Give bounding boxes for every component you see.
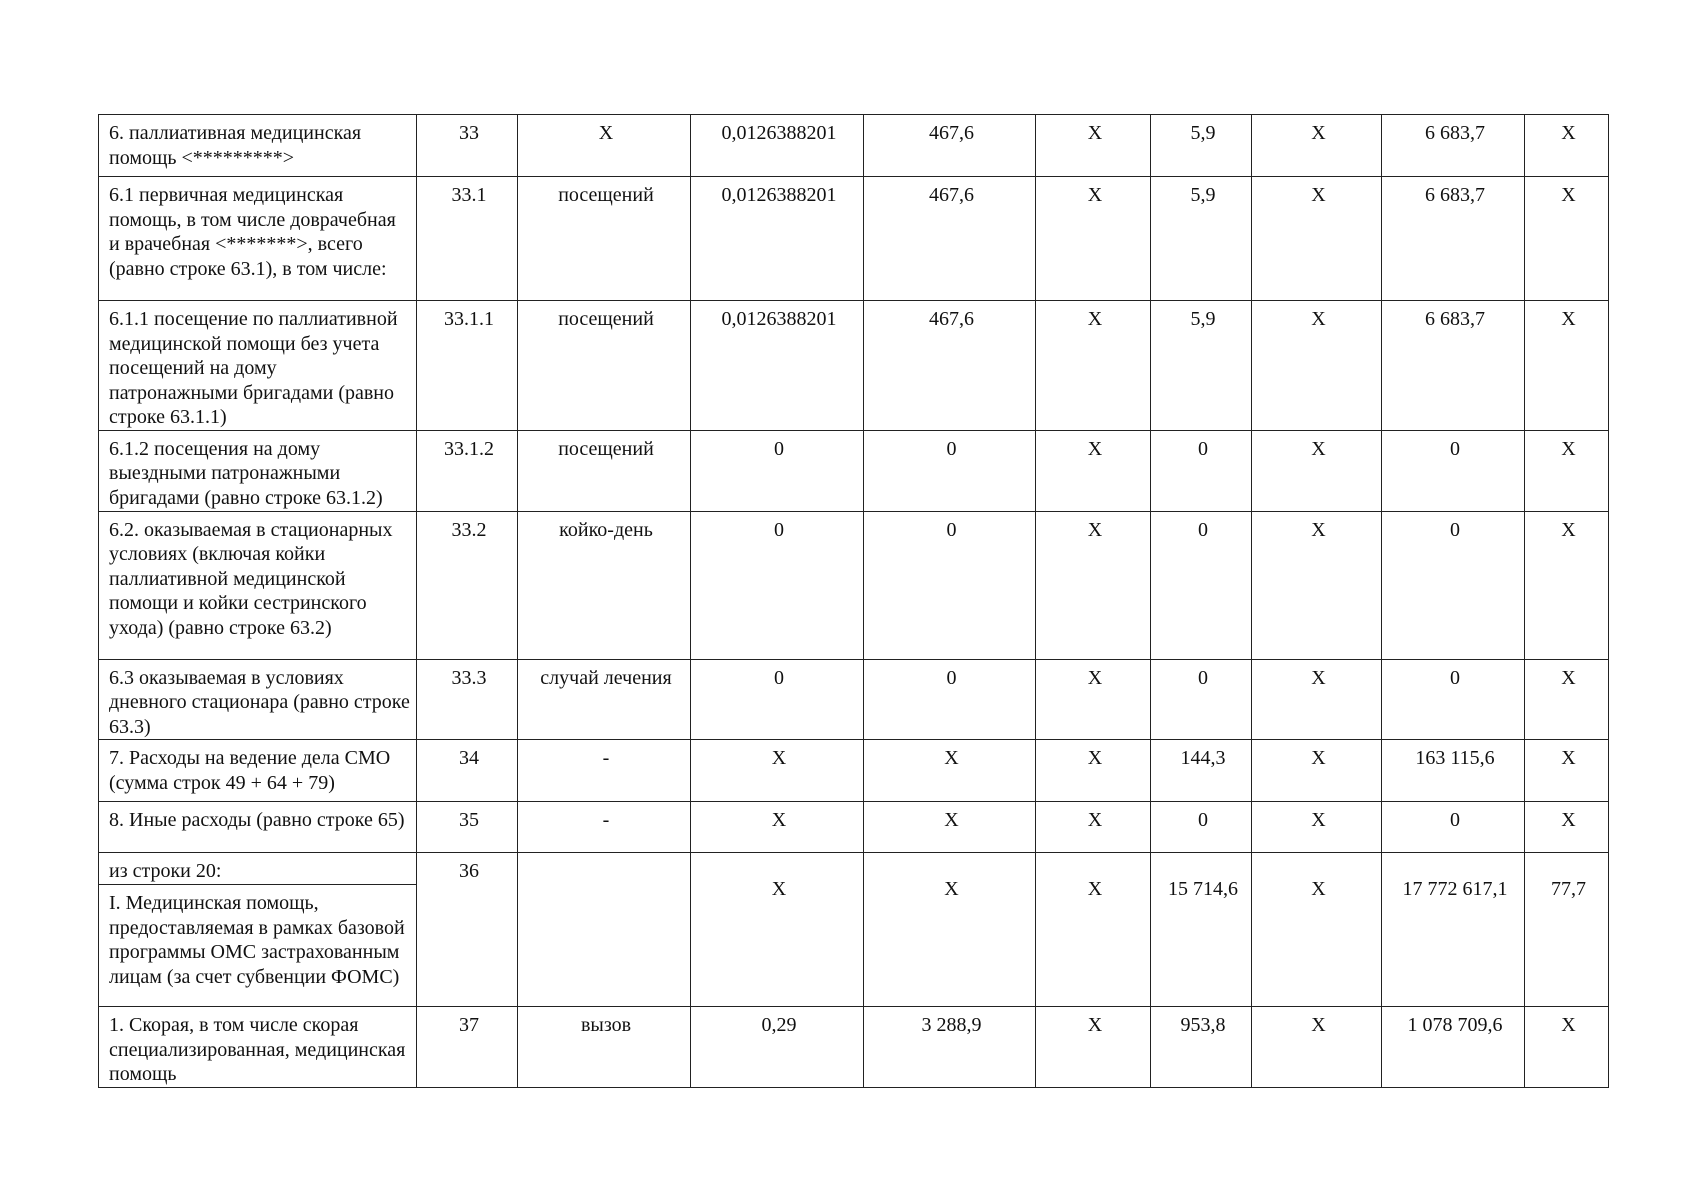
row-code: 33.1.1 bbox=[417, 301, 518, 431]
row-col4: 0,29 bbox=[691, 1007, 864, 1088]
row-col6: Х bbox=[1036, 177, 1151, 301]
table-row bbox=[99, 511, 1609, 659]
row-col10: Х bbox=[1525, 659, 1609, 740]
row-col5: Х bbox=[864, 740, 1036, 802]
row-col5: 467,6 bbox=[864, 177, 1036, 301]
row-name: 6.1 первичная медицинская помощь, в том числе доврачебная и врачебная <*******>, всего (равно строке 63.1), в том числе: bbox=[99, 177, 417, 301]
row-col7: 5,9 bbox=[1151, 177, 1252, 301]
row-col6: Х bbox=[1036, 511, 1151, 659]
table-row bbox=[99, 1007, 1609, 1088]
row-col10: Х bbox=[1525, 1007, 1609, 1088]
row-code: 35 bbox=[417, 802, 518, 853]
row-col8: Х bbox=[1252, 511, 1382, 659]
row-col7: 953,8 bbox=[1151, 1007, 1252, 1088]
row-col6: Х bbox=[1036, 430, 1151, 511]
row-col8: Х bbox=[1252, 740, 1382, 802]
row-col7: 144,3 bbox=[1151, 740, 1252, 802]
row-code: 33.3 bbox=[417, 659, 518, 740]
row-name: 8. Иные расходы (равно строке 65) bbox=[99, 802, 417, 853]
row-col5: 0 bbox=[864, 511, 1036, 659]
row-col6: Х bbox=[1036, 659, 1151, 740]
row-unit: койко-день bbox=[518, 511, 691, 659]
row-col9: 0 bbox=[1382, 802, 1525, 853]
row-col9: 163 115,6 bbox=[1382, 740, 1525, 802]
row-col10: 77,7 bbox=[1525, 853, 1609, 1007]
row-col8: Х bbox=[1252, 853, 1382, 1007]
row-col10: Х bbox=[1525, 802, 1609, 853]
row-col8: Х bbox=[1252, 115, 1382, 177]
row-col5: 0 bbox=[864, 430, 1036, 511]
row-col4: 0 bbox=[691, 511, 864, 659]
row-col9: 6 683,7 bbox=[1382, 301, 1525, 431]
table-row bbox=[99, 659, 1609, 740]
row-col10: Х bbox=[1525, 511, 1609, 659]
row-code: 33.1 bbox=[417, 177, 518, 301]
row-code: 34 bbox=[417, 740, 518, 802]
row-col6: Х bbox=[1036, 1007, 1151, 1088]
row-col8: Х bbox=[1252, 659, 1382, 740]
row-unit: - bbox=[518, 740, 691, 802]
row-col4: Х bbox=[691, 853, 864, 1007]
row-col8: Х bbox=[1252, 430, 1382, 511]
row-name: 7. Расходы на ведение дела СМО (сумма строк 49 + 64 + 79) bbox=[99, 740, 417, 802]
row-col5: 467,6 bbox=[864, 115, 1036, 177]
row-col5: Х bbox=[864, 802, 1036, 853]
row-unit bbox=[518, 853, 691, 1007]
section-intro-text: из строки 20: bbox=[99, 853, 417, 885]
financing-table bbox=[98, 114, 1609, 1088]
row-col8: Х bbox=[1252, 1007, 1382, 1088]
row-unit: посещений bbox=[518, 301, 691, 431]
row-col4: 0,0126388201 bbox=[691, 115, 864, 177]
table-row bbox=[99, 740, 1609, 802]
row-name: 6.3 оказываемая в условиях дневного стационара (равно строке 63.3) bbox=[99, 659, 417, 740]
row-col5: Х bbox=[864, 853, 1036, 1007]
row-unit: - bbox=[518, 802, 691, 853]
row-name: 1. Скорая, в том числе скорая специализированная, медицинская помощь bbox=[99, 1007, 417, 1088]
row-col10: Х bbox=[1525, 740, 1609, 802]
row-unit: Х bbox=[518, 115, 691, 177]
row-unit: посещений bbox=[518, 177, 691, 301]
row-unit: случай лечения bbox=[518, 659, 691, 740]
table-row bbox=[99, 301, 1609, 431]
row-col4: Х bbox=[691, 802, 864, 853]
row-col10: Х bbox=[1525, 430, 1609, 511]
row-col4: 0 bbox=[691, 430, 864, 511]
row-col7: 5,9 bbox=[1151, 301, 1252, 431]
row-col6: Х bbox=[1036, 115, 1151, 177]
row-col7: 0 bbox=[1151, 659, 1252, 740]
row-col10: Х bbox=[1525, 177, 1609, 301]
table-row bbox=[99, 115, 1609, 177]
row-col8: Х bbox=[1252, 301, 1382, 431]
row-col9: 0 bbox=[1382, 659, 1525, 740]
row-unit: посещений bbox=[518, 430, 691, 511]
row-col5: 3 288,9 bbox=[864, 1007, 1036, 1088]
row-code: 33.1.2 bbox=[417, 430, 518, 511]
row-col10: Х bbox=[1525, 301, 1609, 431]
row-col7: 15 714,6 bbox=[1151, 853, 1252, 1007]
row-col6: Х bbox=[1036, 802, 1151, 853]
row-code: 37 bbox=[417, 1007, 518, 1088]
row-col5: 0 bbox=[864, 659, 1036, 740]
row-code: 36 bbox=[417, 853, 518, 1007]
row-col6: Х bbox=[1036, 740, 1151, 802]
table-row bbox=[99, 430, 1609, 511]
row-name: 6.1.1 посещение по паллиативной медицинской помощи без учета посещений на дому патронажными бригадами (равно строке 63.1.1) bbox=[99, 301, 417, 431]
row-col5: 467,6 bbox=[864, 301, 1036, 431]
row-col9: 6 683,7 bbox=[1382, 115, 1525, 177]
row-col10: Х bbox=[1525, 115, 1609, 177]
row-col9: 0 bbox=[1382, 430, 1525, 511]
section-row bbox=[99, 853, 1609, 885]
row-col6: Х bbox=[1036, 853, 1151, 1007]
row-col7: 0 bbox=[1151, 511, 1252, 659]
row-col7: 0 bbox=[1151, 802, 1252, 853]
table-row bbox=[99, 177, 1609, 301]
row-col9: 17 772 617,1 bbox=[1382, 853, 1525, 1007]
row-col8: Х bbox=[1252, 177, 1382, 301]
row-col9: 1 078 709,6 bbox=[1382, 1007, 1525, 1088]
row-unit: вызов bbox=[518, 1007, 691, 1088]
row-name: 6.1.2 посещения на дому выездными патронажными бригадами (равно строке 63.1.2) bbox=[99, 430, 417, 511]
row-code: 33.2 bbox=[417, 511, 518, 659]
row-code: 33 bbox=[417, 115, 518, 177]
row-col4: 0 bbox=[691, 659, 864, 740]
row-col4: 0,0126388201 bbox=[691, 301, 864, 431]
row-name: 6. паллиативная медицинская помощь <*********> bbox=[99, 115, 417, 177]
row-col4: 0,0126388201 bbox=[691, 177, 864, 301]
table-row bbox=[99, 802, 1609, 853]
row-col8: Х bbox=[1252, 802, 1382, 853]
row-col7: 5,9 bbox=[1151, 115, 1252, 177]
row-col9: 0 bbox=[1382, 511, 1525, 659]
section-title: I. Медицинская помощь, предоставляемая в рамках базовой программы ОМС застрахованным лицам (за счет субвенции ФОМС) bbox=[99, 885, 417, 1007]
row-name: 6.2. оказываемая в стационарных условиях (включая койки паллиативной медицинской помощи и койки сестринского ухода) (равно строке 63.2) bbox=[99, 511, 417, 659]
row-col4: Х bbox=[691, 740, 864, 802]
row-col9: 6 683,7 bbox=[1382, 177, 1525, 301]
row-col6: Х bbox=[1036, 301, 1151, 431]
row-col7: 0 bbox=[1151, 430, 1252, 511]
